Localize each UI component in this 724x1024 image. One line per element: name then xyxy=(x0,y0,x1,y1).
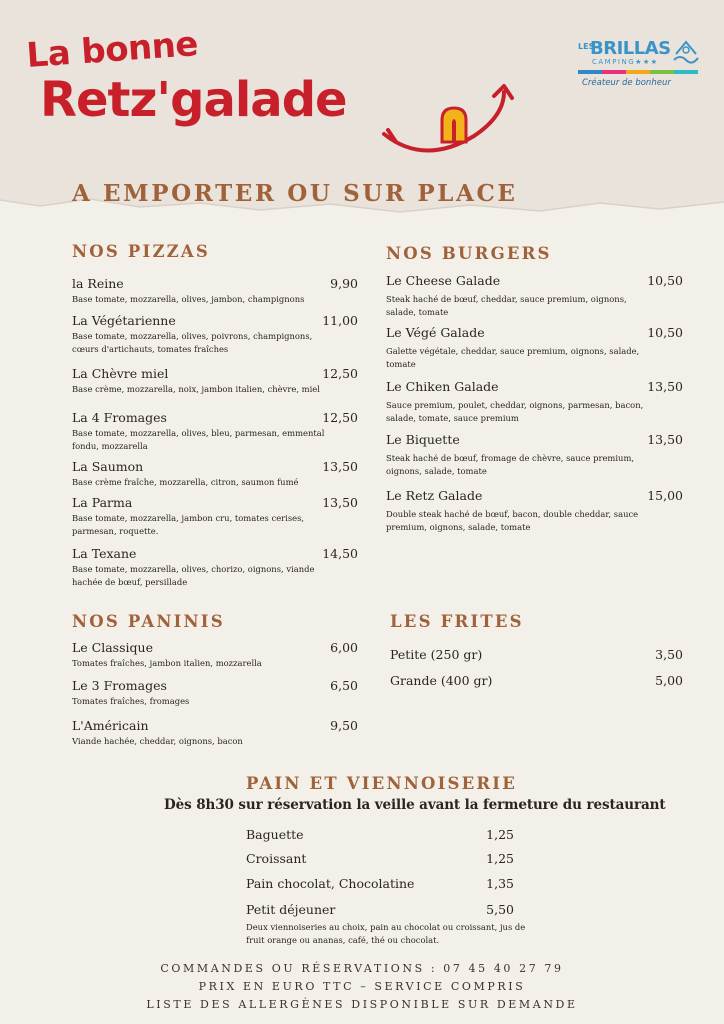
item-price: 15,00 xyxy=(647,488,683,503)
item-name: La Saumon xyxy=(72,459,144,474)
item-price: 12,50 xyxy=(322,366,358,381)
item-description: Base crème fraîche, mozzarella, citron, saumon fumé xyxy=(72,477,299,487)
item-price: 1,35 xyxy=(486,876,514,891)
item-description: Steak haché de bœuf, fromage de chèvre, sauce premium, oignons, salade, tomate xyxy=(386,453,635,476)
paninis-title: NOS PANINIS xyxy=(72,612,225,631)
item-name: Le Biquette xyxy=(386,432,460,447)
frites-title: LES FRITES xyxy=(390,612,524,631)
item-name: La Végétarienne xyxy=(72,313,176,328)
item-price: 14,50 xyxy=(322,546,358,561)
brand-les: LES xyxy=(578,42,595,51)
item-price: 1,25 xyxy=(486,827,514,842)
item-name: La Chèvre miel xyxy=(72,366,169,381)
item-price: 5,00 xyxy=(655,673,683,688)
item-description: Viande hachée, cheddar, oignons, bacon xyxy=(72,736,243,746)
pain-subtitle: Dès 8h30 sur réservation la veille avant la fermeture du restaurant xyxy=(164,797,666,813)
page-title: A EMPORTER OU SUR PLACE xyxy=(72,180,518,207)
item-description: Base tomate, mozzarella, olives, poivrons, champignons, cœurs d'artichauts, tomates fraîches xyxy=(72,331,313,354)
item-price: 1,25 xyxy=(486,851,514,866)
item-description: Base tomate, mozzarella, jambon cru, tomates cerises, parmesan, roquette. xyxy=(72,513,305,536)
item-description: Tomates fraîches, fromages xyxy=(72,696,190,706)
brand-tagline: Créateur de bonheur xyxy=(582,78,671,88)
item-name: Baguette xyxy=(246,827,304,842)
item-name: Le Retz Galade xyxy=(386,488,483,503)
logo-line2: Retz'galade xyxy=(40,72,347,128)
item-price: 3,50 xyxy=(655,647,683,662)
item-name: Le Classique xyxy=(72,640,153,655)
item-name: La Parma xyxy=(72,495,133,510)
item-price: 9,90 xyxy=(330,276,358,291)
stripe-4 xyxy=(650,70,674,74)
item-description: Base tomate, mozzarella, olives, chorizo, oignons, viande hachée de bœuf, persillade xyxy=(72,564,315,587)
item-price: 12,50 xyxy=(322,410,358,425)
stripe-5 xyxy=(674,70,698,74)
restaurant-logo xyxy=(24,24,504,148)
item-description: Tomates fraîches, jambon italien, mozzarella xyxy=(72,658,262,668)
item-description: Deux viennoiseries au choix, pain au chocolat ou croissant, jus de fruit orange ou ananas, café, thé ou chocolat. xyxy=(246,922,526,945)
footer-prices: PRIX EN EURO TTC – SERVICE COMPRIS xyxy=(198,980,526,993)
stripe-3 xyxy=(626,70,650,74)
smile-tongue-icon xyxy=(354,56,524,166)
item-name: la Reine xyxy=(72,276,124,291)
item-description: Sauce premium, poulet, cheddar, oignons, parmesan, bacon, salade, tomate, sauce premium xyxy=(386,400,644,423)
burgers-title: NOS BURGERS xyxy=(386,244,552,263)
wave-house-icon xyxy=(672,34,700,66)
item-name: La 4 Fromages xyxy=(72,410,167,425)
item-price: 6,00 xyxy=(330,640,358,655)
brand-name: BRILLAS xyxy=(590,38,671,59)
brand-color-stripes xyxy=(578,70,698,74)
item-price: 10,50 xyxy=(647,273,683,288)
item-name: Petit déjeuner xyxy=(246,902,336,917)
item-price: 11,00 xyxy=(322,313,358,328)
logo-line1: La bonne xyxy=(25,24,200,77)
footer-allergens: LISTE DES ALLERGÈNES DISPONIBLE SUR DEMANDE xyxy=(146,998,578,1011)
item-description: Base crème, mozzarella, noix, jambon italien, chèvre, miel xyxy=(72,384,320,394)
item-name: Grande (400 gr) xyxy=(390,673,493,688)
pain-title: PAIN ET VIENNOISERIE xyxy=(246,774,518,793)
item-name: La Texane xyxy=(72,546,137,561)
item-price: 6,50 xyxy=(330,678,358,693)
footer-orders: COMMANDES OU RÉSERVATIONS : 07 45 40 27 79 xyxy=(160,962,564,975)
item-name: Le Cheese Galade xyxy=(386,273,501,288)
item-name: Le 3 Fromages xyxy=(72,678,167,693)
item-price: 9,50 xyxy=(330,718,358,733)
item-description: Base tomate, mozzarella, olives, jambon, champignons xyxy=(72,294,305,304)
item-price: 13,50 xyxy=(322,459,358,474)
item-name: Croissant xyxy=(246,851,307,866)
item-description: Steak haché de bœuf, cheddar, sauce premium, oignons, salade, tomate xyxy=(386,294,627,317)
item-price: 5,50 xyxy=(486,902,514,917)
item-description: Base tomate, mozzarella, olives, bleu, parmesan, emmental fondu, mozzarella xyxy=(72,428,325,451)
item-description: Double steak haché de bœuf, bacon, double cheddar, sauce premium, oignons, salade, tomate xyxy=(386,509,639,532)
item-name: L'Américain xyxy=(72,718,149,733)
stripe-2 xyxy=(602,70,626,74)
pizzas-title: NOS PIZZAS xyxy=(72,242,211,261)
item-price: 13,50 xyxy=(322,495,358,510)
item-name: Le Végé Galade xyxy=(386,325,485,340)
item-name: Petite (250 gr) xyxy=(390,647,483,662)
item-price: 10,50 xyxy=(647,325,683,340)
stripe-1 xyxy=(578,70,602,74)
item-name: Pain chocolat, Chocolatine xyxy=(246,876,415,891)
item-description: Galette végétale, cheddar, sauce premium, oignons, salade, tomate xyxy=(386,346,640,369)
item-name: Le Chiken Galade xyxy=(386,379,499,394)
camping-brand-logo xyxy=(576,34,700,104)
item-price: 13,50 xyxy=(647,432,683,447)
brand-camping: CAMPING★★★ xyxy=(592,58,659,66)
item-price: 13,50 xyxy=(647,379,683,394)
